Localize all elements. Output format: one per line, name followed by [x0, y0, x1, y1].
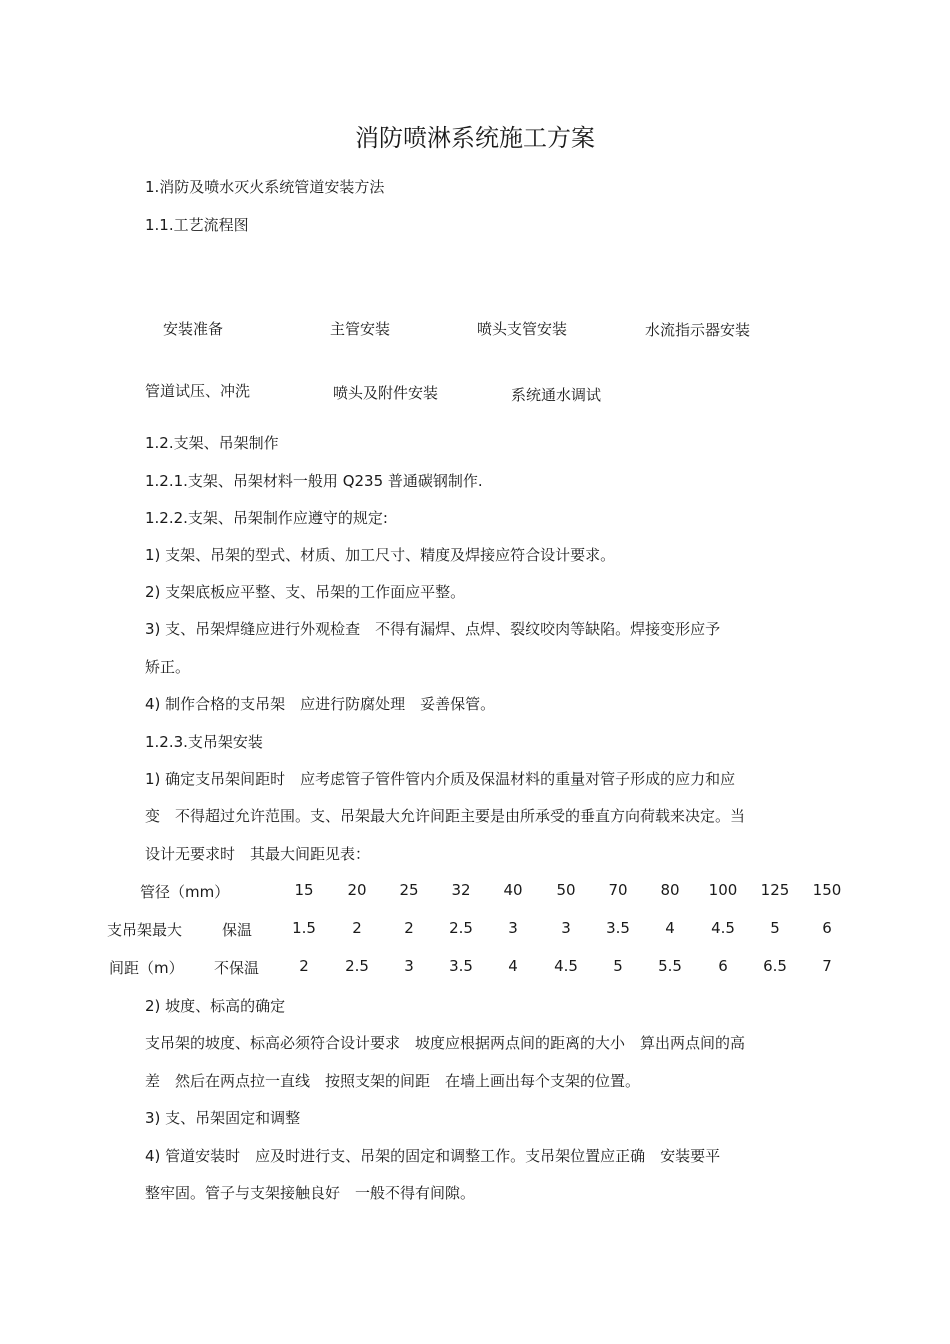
paragraph: 1) 确定支吊架间距时 应考虑管子管件管内介质及保温材料的重量对管子形成的应力和应: [145, 770, 736, 788]
paragraph: 1.2.1.支架、吊架材料一般用 Q235 普通碳钢制作.: [145, 472, 483, 490]
table-insulated-cell: 4.5: [711, 919, 735, 937]
table-row-label: 间距（m）: [109, 959, 184, 977]
table-diameter-cell: 125: [760, 881, 790, 899]
paragraph: 整牢固。管子与支架接触良好 一般不得有间隙。: [145, 1184, 476, 1202]
table-insulated-cell: 4: [665, 919, 675, 937]
table-insulated-cell: 2: [352, 919, 362, 937]
flow-step-4: 水流指示器安装: [645, 321, 751, 339]
flow-step-6: 喷头及附件安装: [333, 384, 439, 402]
table-insulated-cell: 2: [404, 919, 414, 937]
paragraph: 支吊架的坡度、标高必须符合设计要求 坡度应根据两点间的距离的大小 算出两点间的高: [145, 1034, 746, 1052]
table-uninsulated-cell: 4: [508, 957, 518, 975]
table-uninsulated-cell: 5: [613, 957, 623, 975]
flow-step-7: 系统通水调试: [511, 386, 602, 404]
table-uninsulated-cell: 5.5: [658, 957, 682, 975]
subsection-heading: 1.1.工艺流程图: [145, 216, 249, 234]
section-heading: 1.消防及喷水灭火系统管道安装方法: [145, 178, 385, 196]
table-insulated-cell: 1.5: [292, 919, 316, 937]
document-title: 消防喷淋系统施工方案: [355, 124, 595, 152]
table-diameter-cell: 25: [399, 881, 419, 899]
table-insulated-cell: 6: [822, 919, 832, 937]
table-insulated-cell: 3: [561, 919, 571, 937]
paragraph: 1.2.2.支架、吊架制作应遵守的规定:: [145, 509, 388, 527]
table-insulated-cell: 5: [770, 919, 780, 937]
table-insulated-cell: 2.5: [449, 919, 473, 937]
table-uninsulated-cell: 3.5: [449, 957, 473, 975]
subsection-heading: 1.2.3.支吊架安装: [145, 733, 263, 751]
table-insulated-cell: 3: [508, 919, 518, 937]
table-uninsulated-label: 不保温: [214, 959, 260, 977]
table-uninsulated-cell: 6: [718, 957, 728, 975]
table-diameter-cell: 150: [812, 881, 842, 899]
flow-step-5: 管道试压、冲洗: [145, 382, 251, 400]
paragraph: 4) 管道安装时 应及时进行支、吊架的固定和调整工作。支吊架位置应正确 安装要平: [145, 1147, 721, 1165]
table-uninsulated-cell: 3: [404, 957, 414, 975]
table-uninsulated-cell: 2.5: [345, 957, 369, 975]
paragraph: 变 不得超过允许范围。支、吊架最大允许间距主要是由所承受的垂直方向荷载来决定。当: [145, 807, 746, 825]
paragraph: 2) 坡度、标高的确定: [145, 997, 286, 1015]
table-diameter-cell: 70: [608, 881, 628, 899]
table-diameter-cell: 32: [451, 881, 471, 899]
rule-item: 3) 支、吊架焊缝应进行外观检查 不得有漏焊、点焊、裂纹咬肉等缺陷。焊接变形应予: [145, 620, 721, 638]
flow-step-1: 安装准备: [163, 320, 224, 338]
table-insulated-label: 保温: [222, 921, 253, 939]
table-insulated-cell: 3.5: [606, 919, 630, 937]
rule-item: 4) 制作合格的支吊架 应进行防腐处理 妥善保管。: [145, 695, 496, 713]
table-diameter-cell: 80: [660, 881, 680, 899]
table-header-label: 管径（mm）: [140, 883, 230, 901]
rule-item: 2) 支架底板应平整、支、吊架的工作面应平整。: [145, 583, 466, 601]
table-row-label: 支吊架最大: [107, 921, 183, 939]
table-uninsulated-cell: 7: [822, 957, 832, 975]
flow-step-3: 喷头支管安装: [477, 320, 568, 338]
table-diameter-cell: 100: [708, 881, 738, 899]
paragraph: 3) 支、吊架固定和调整: [145, 1109, 301, 1127]
table-uninsulated-cell: 2: [299, 957, 309, 975]
table-diameter-cell: 40: [503, 881, 523, 899]
rule-item: 1) 支架、吊架的型式、材质、加工尺寸、精度及焊接应符合设计要求。: [145, 546, 616, 564]
subsection-heading: 1.2.支架、吊架制作: [145, 434, 279, 452]
table-diameter-cell: 50: [556, 881, 576, 899]
rule-item-continued: 矫正。: [145, 658, 191, 676]
table-uninsulated-cell: 6.5: [763, 957, 787, 975]
flow-step-2: 主管安装: [330, 320, 391, 338]
table-diameter-cell: 15: [294, 881, 314, 899]
table-diameter-cell: 20: [347, 881, 367, 899]
paragraph: 差 然后在两点拉一直线 按照支架的间距 在墙上画出每个支架的位置。: [145, 1072, 641, 1090]
table-uninsulated-cell: 4.5: [554, 957, 578, 975]
paragraph: 设计无要求时 其最大间距见表：: [145, 845, 371, 863]
